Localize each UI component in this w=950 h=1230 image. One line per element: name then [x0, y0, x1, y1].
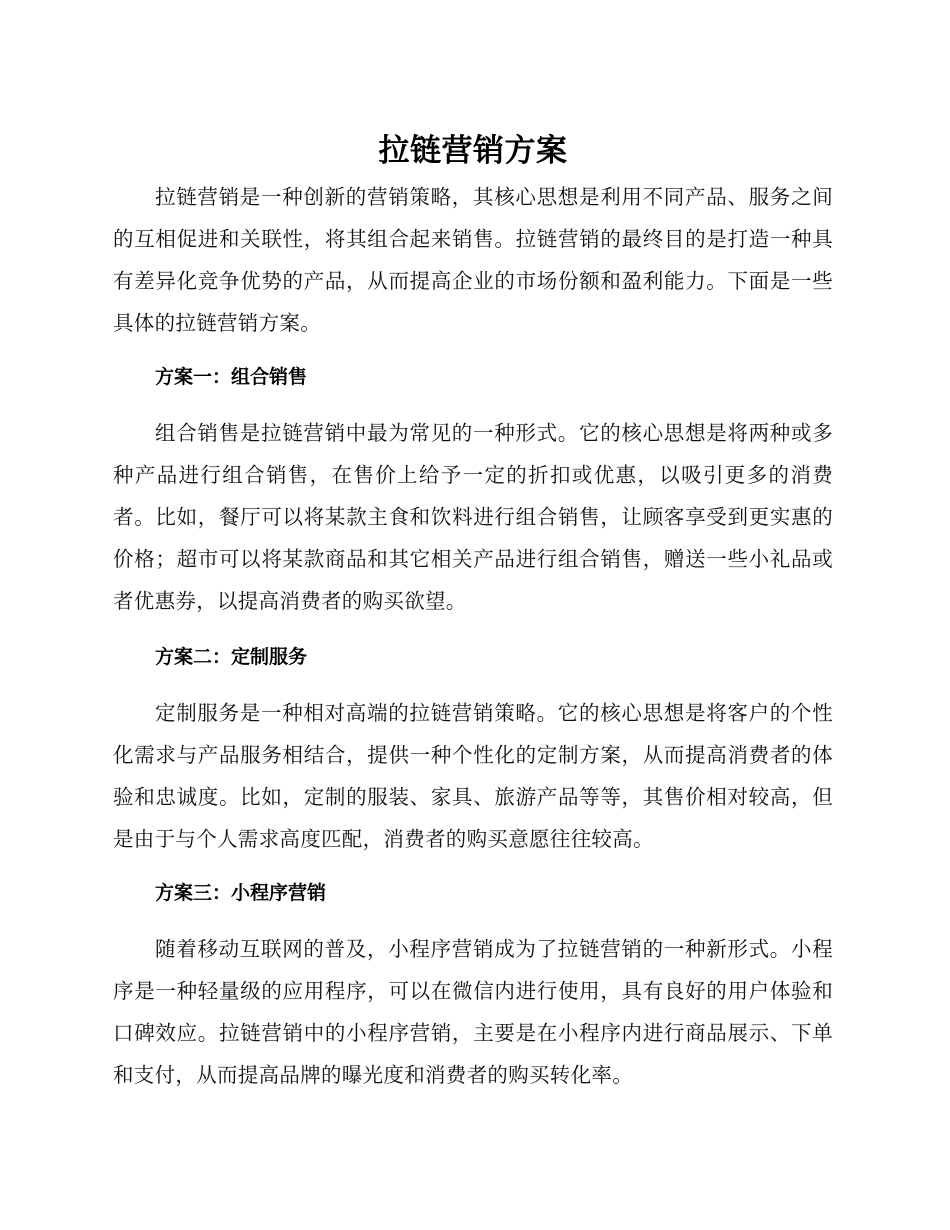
- section-heading-1: 方案一：组合销售: [155, 366, 308, 388]
- section-body-2: 定制服务是一种相对高端的拉链营销策略。它的核心思想是将客户的个性化需求与产品服务相结合，提供一种个性化的定制方案，从而提高消费者的体验和忠诚度。比如，定制的服装、家具、旅游产品等等，其售价相对较高，但是由于与个人需求高度匹配，消费者的购买意愿往往较高。: [113, 701, 833, 851]
- intro-paragraph: 拉链营销是一种创新的营销策略，其核心思想是利用不同产品、服务之间的互相促进和关联性，将其组合起来销售。拉链营销的最终目的是打造一种具有差异化竞争优势的产品，从而提高企业的市场份额和盈利能力。下面是一些具体的拉链营销方案。: [113, 185, 833, 335]
- document-page: [113, 128, 833, 1096]
- section-body-1: 组合销售是拉链营销中最为常见的一种形式。它的核心思想是将两种或多种产品进行组合销售，在售价上给予一定的折扣或优惠，以吸引更多的消费者。比如，餐厅可以将某款主食和饮料进行组合销售，让顾客享受到更实惠的价格；超市可以将某款商品和其它相关产品进行组合销售，赠送一些小礼品或者优惠券，以提高消费者的购买欲望。: [113, 421, 833, 613]
- section-body-3: 随着移动互联网的普及，小程序营销成为了拉链营销的一种新形式。小程序是一种轻量级的应用程序，可以在微信内进行使用，具有良好的用户体验和口碑效应。拉链营销中的小程序营销，主要是在小程序内进行商品展示、下单和支付，从而提高品牌的曝光度和消费者的购买转化率。: [113, 937, 833, 1087]
- section-heading-2: 方案二：定制服务: [155, 646, 308, 668]
- section-heading-3: 方案三：小程序营销: [155, 882, 327, 904]
- document-title: 拉链营销方案: [378, 133, 568, 169]
